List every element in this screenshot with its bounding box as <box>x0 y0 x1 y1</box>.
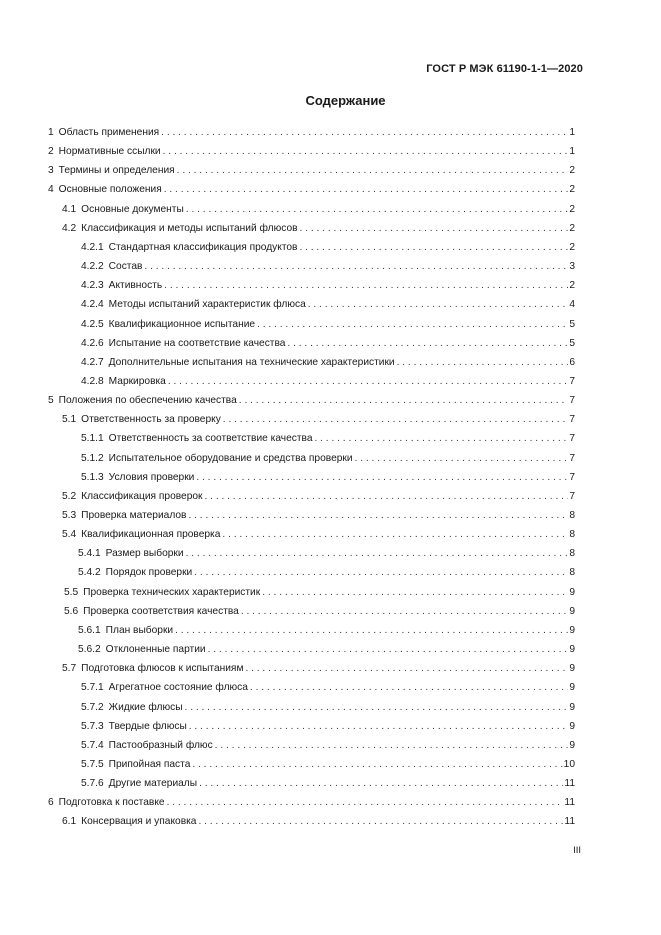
toc-entry-label: Стандартная классификация продуктов <box>108 241 298 253</box>
toc-entry[interactable] <box>62 662 575 676</box>
toc-entry[interactable] <box>81 471 575 485</box>
toc-entry[interactable] <box>81 777 575 791</box>
toc-entry-label: Активность <box>108 280 163 292</box>
toc-entry[interactable] <box>81 432 575 446</box>
toc-entry[interactable] <box>81 720 575 734</box>
toc-entry-number: 4.2.1 <box>81 241 104 253</box>
toc-entry[interactable] <box>64 605 575 619</box>
toc-entry-number: 6 <box>48 797 54 809</box>
toc-entry[interactable] <box>81 260 575 274</box>
toc-entry[interactable] <box>81 279 575 293</box>
toc-entry-number: 4.2.5 <box>81 318 104 330</box>
toc-entry-number: 5.6 <box>64 605 79 617</box>
toc-leader-dots <box>262 586 568 600</box>
toc-entry-page: 9 <box>569 586 575 598</box>
toc-entry[interactable] <box>78 566 575 580</box>
toc-entry-page: 2 <box>569 203 575 215</box>
toc-leader-dots <box>199 777 563 791</box>
toc-entry-label: Припойная паста <box>108 758 191 770</box>
toc-entry-page: 11 <box>564 778 575 790</box>
standard-code: ГОСТ Р МЭК 61190-1-1—2020 <box>426 63 583 75</box>
toc-entry-number: 5.7.6 <box>81 778 104 790</box>
toc-entry[interactable] <box>81 356 575 370</box>
toc-entry-page: 9 <box>569 701 575 713</box>
toc-entry-label: Консервация и упаковка <box>81 816 197 828</box>
toc-entry-number: 4.2.2 <box>81 261 104 273</box>
toc-leader-dots <box>185 701 569 715</box>
toc-entry[interactable] <box>81 298 575 312</box>
toc-entry-label: Твердые флюсы <box>108 720 187 732</box>
toc-leader-dots <box>168 375 568 389</box>
toc-entry[interactable] <box>62 528 575 542</box>
toc-entry-page: 7 <box>569 375 575 387</box>
toc-entry-page: 8 <box>569 567 575 579</box>
toc-entry-label: Квалификационная проверка <box>81 529 221 541</box>
toc-leader-dots <box>397 356 569 370</box>
toc-entry-label: Термины и определения <box>58 165 175 177</box>
toc-entry-number: 5.3 <box>62 510 77 521</box>
toc-entry-page: 9 <box>569 739 575 751</box>
toc-leader-dots <box>194 566 568 580</box>
toc-entry-label: Основные положения <box>58 184 162 196</box>
toc-entry-label: Условия проверки <box>108 471 195 483</box>
toc-leader-dots <box>205 490 569 504</box>
toc-entry-label: Квалификационное испытание <box>108 318 256 330</box>
toc-entry-label: Классификация и методы испытаний флюсов <box>81 222 298 234</box>
toc-entry-number: 5.1 <box>62 414 77 426</box>
toc-leader-dots <box>186 203 569 217</box>
toc-leader-dots <box>257 318 568 332</box>
toc-entry[interactable] <box>81 758 575 772</box>
toc-leader-dots <box>161 126 568 140</box>
toc-entry-number: 5.1.2 <box>81 452 104 464</box>
toc-entry-page: 1 <box>569 146 575 158</box>
toc-entry-number: 4 <box>48 184 54 196</box>
toc-entry-number: 3 <box>48 165 54 177</box>
toc-leader-dots <box>241 605 569 619</box>
toc-entry-page: 1 <box>569 127 575 138</box>
toc-entry-number: 5 <box>48 395 54 407</box>
toc-entry-number: 1 <box>48 127 54 138</box>
toc-entry[interactable] <box>81 241 575 255</box>
toc-leader-dots <box>208 643 569 657</box>
toc-entry[interactable] <box>81 375 575 389</box>
toc-entry[interactable] <box>48 183 575 197</box>
toc-entry-page: 2 <box>569 280 575 292</box>
toc-entry[interactable] <box>78 624 575 638</box>
toc-leader-dots <box>222 528 568 542</box>
toc-leader-dots <box>355 452 569 466</box>
toc-entry-number: 4.2 <box>62 222 77 234</box>
toc-entry[interactable] <box>81 739 575 753</box>
toc-entry-label: Проверка соответствия качества <box>83 605 239 617</box>
toc-entry[interactable] <box>48 164 575 178</box>
toc-entry-page: 2 <box>569 165 575 177</box>
toc-entry-label: Область применения <box>58 127 160 138</box>
toc-entry-page: 9 <box>569 624 575 636</box>
toc-entry-number: 5.5 <box>64 586 79 598</box>
toc-entry-label: План выборки <box>105 624 174 636</box>
toc-entry-page: 9 <box>569 605 575 617</box>
toc-leader-dots <box>314 432 568 446</box>
toc-entry-page: 5 <box>569 337 575 349</box>
toc-entry[interactable] <box>62 203 575 217</box>
toc-leader-dots <box>144 260 568 274</box>
toc-entry[interactable] <box>62 509 575 523</box>
toc-entry-label: Маркировка <box>108 375 166 387</box>
toc-entry-page: 9 <box>569 644 575 656</box>
toc-leader-dots <box>186 547 569 561</box>
toc-entry-page: 8 <box>569 529 575 541</box>
toc-leader-dots <box>163 145 569 159</box>
toc-leader-dots <box>192 758 562 772</box>
toc-entry[interactable] <box>81 701 575 715</box>
toc-entry-page: 6 <box>569 356 575 368</box>
toc-entry-label: Классификация проверок <box>81 490 203 502</box>
toc-entry-label: Порядок проверки <box>105 567 193 579</box>
toc-entry-label: Состав <box>108 261 143 273</box>
toc-entry-page: 2 <box>569 222 575 234</box>
toc-entry[interactable] <box>81 681 575 695</box>
toc-entry-number: 4.2.6 <box>81 337 104 349</box>
toc-entry[interactable] <box>81 452 575 466</box>
toc-entry-number: 5.4.2 <box>78 567 101 579</box>
toc-entry-number: 5.7.1 <box>81 682 104 694</box>
toc-entry-page: 7 <box>569 490 575 502</box>
toc-entry-number: 5.1.1 <box>81 433 104 445</box>
toc-entry-number: 4.2.3 <box>81 280 104 292</box>
toc-entry-label: Нормативные ссылки <box>58 146 161 158</box>
toc-leader-dots <box>175 624 568 638</box>
toc-entry-label: Жидкие флюсы <box>108 701 183 713</box>
toc-entry[interactable] <box>64 586 575 600</box>
toc-leader-dots <box>308 298 569 312</box>
toc-entry-number: 2 <box>48 146 54 158</box>
toc-entry-label: Испытательное оборудование и средства проверки <box>108 452 353 464</box>
toc-leader-dots <box>164 279 568 293</box>
toc-entry-page: 5 <box>569 318 575 330</box>
toc-entry-number: 5.7.4 <box>81 739 104 751</box>
toc-entry-number: 5.2 <box>62 490 77 502</box>
toc-entry-number: 6.1 <box>62 816 77 828</box>
toc-entry-label: Подготовка к поставке <box>58 797 165 809</box>
toc-entry[interactable] <box>62 815 575 829</box>
toc-entry-page: 7 <box>569 471 575 483</box>
toc-entry-page: 10 <box>563 758 575 770</box>
toc-entry-label: Проверка технических характеристик <box>83 586 261 598</box>
toc-entry-label: Другие материалы <box>108 778 198 790</box>
toc-entry[interactable] <box>48 796 575 810</box>
toc-title: Содержание <box>305 93 386 108</box>
toc-entry-page: 8 <box>569 548 575 560</box>
toc-entry[interactable] <box>81 318 575 332</box>
toc-entry-label: Ответственность за проверку <box>81 414 221 426</box>
toc-entry-page: 7 <box>569 395 575 407</box>
toc-entry-page: 9 <box>569 682 575 694</box>
toc-entry-number: 4.2.4 <box>81 299 104 311</box>
toc-entry-page: 8 <box>569 510 575 521</box>
toc-entry-label: Размер выборки <box>105 548 184 560</box>
page-number: III <box>573 845 581 856</box>
toc-entry-label: Проверка материалов <box>81 510 187 521</box>
toc-leader-dots <box>215 739 569 753</box>
toc-leader-dots <box>167 796 564 810</box>
toc-entry-number: 5.4 <box>62 529 77 541</box>
toc-leader-dots <box>189 720 569 734</box>
toc-entry[interactable] <box>78 643 575 657</box>
toc-entry[interactable] <box>81 337 575 351</box>
toc-entry[interactable] <box>62 222 575 236</box>
toc-entry-label: Агрегатное состояние флюса <box>108 682 248 694</box>
toc-leader-dots <box>188 509 568 523</box>
toc-entry-number: 4.1 <box>62 203 77 215</box>
toc-entry-page: 9 <box>569 663 575 675</box>
toc-entry-page: 2 <box>569 184 575 196</box>
toc-entry-number: 5.7.5 <box>81 758 104 770</box>
toc-leader-dots <box>177 164 569 178</box>
toc-leader-dots <box>223 413 569 427</box>
toc-entry-number: 5.6.2 <box>78 644 101 656</box>
toc-entry-number: 5.7.3 <box>81 720 104 732</box>
toc-entry[interactable] <box>62 413 575 427</box>
toc-entry-page: 4 <box>569 299 575 311</box>
toc-entry-page: 7 <box>569 433 575 445</box>
toc-entry-page: 7 <box>569 414 575 426</box>
toc-entry-label: Положения по обеспечению качества <box>58 395 237 407</box>
toc-leader-dots <box>299 241 568 255</box>
toc-leader-dots <box>300 222 569 236</box>
toc-entry[interactable] <box>78 547 575 561</box>
toc-entry-number: 4.2.8 <box>81 375 104 387</box>
toc-leader-dots <box>250 681 568 695</box>
toc-entry-label: Основные документы <box>81 203 184 215</box>
toc-entry-number: 5.7 <box>62 663 77 675</box>
toc-entry-label: Испытание на соответствие качества <box>108 337 286 349</box>
toc-entry-label: Пастообразный флюс <box>108 739 213 751</box>
toc-entry-number: 5.6.1 <box>78 624 101 636</box>
toc-leader-dots <box>196 471 568 485</box>
toc-entry-number: 4.2.7 <box>81 356 104 368</box>
toc-entry-label: Методы испытаний характеристик флюса <box>108 299 306 311</box>
toc-entry[interactable] <box>48 126 575 140</box>
toc-entry-page: 11 <box>564 797 575 809</box>
toc-leader-dots <box>239 394 569 408</box>
toc-entry[interactable] <box>48 145 575 159</box>
toc-entry-number: 5.7.2 <box>81 701 104 713</box>
toc-entry-label: Подготовка флюсов к испытаниям <box>81 663 244 675</box>
toc-leader-dots <box>245 662 568 676</box>
toc-leader-dots <box>198 815 563 829</box>
toc-entry-page: 7 <box>569 452 575 464</box>
toc-entry-number: 5.1.3 <box>81 471 104 483</box>
toc-entry-label: Ответственность за соответствие качества <box>108 433 313 445</box>
toc-entry-number: 5.4.1 <box>78 548 101 560</box>
toc-leader-dots <box>164 183 569 197</box>
toc-entry[interactable] <box>62 490 575 504</box>
toc-entry-page: 2 <box>569 241 575 253</box>
toc-entry-page: 3 <box>569 261 575 273</box>
toc-entry-label: Дополнительные испытания на технические характеристики <box>108 356 395 368</box>
toc-entry[interactable] <box>48 394 575 408</box>
toc-entry-page: 11 <box>564 816 575 828</box>
toc-entry-label: Отклоненные партии <box>105 644 206 656</box>
toc-leader-dots <box>287 337 568 351</box>
toc-entry-page: 9 <box>569 720 575 732</box>
